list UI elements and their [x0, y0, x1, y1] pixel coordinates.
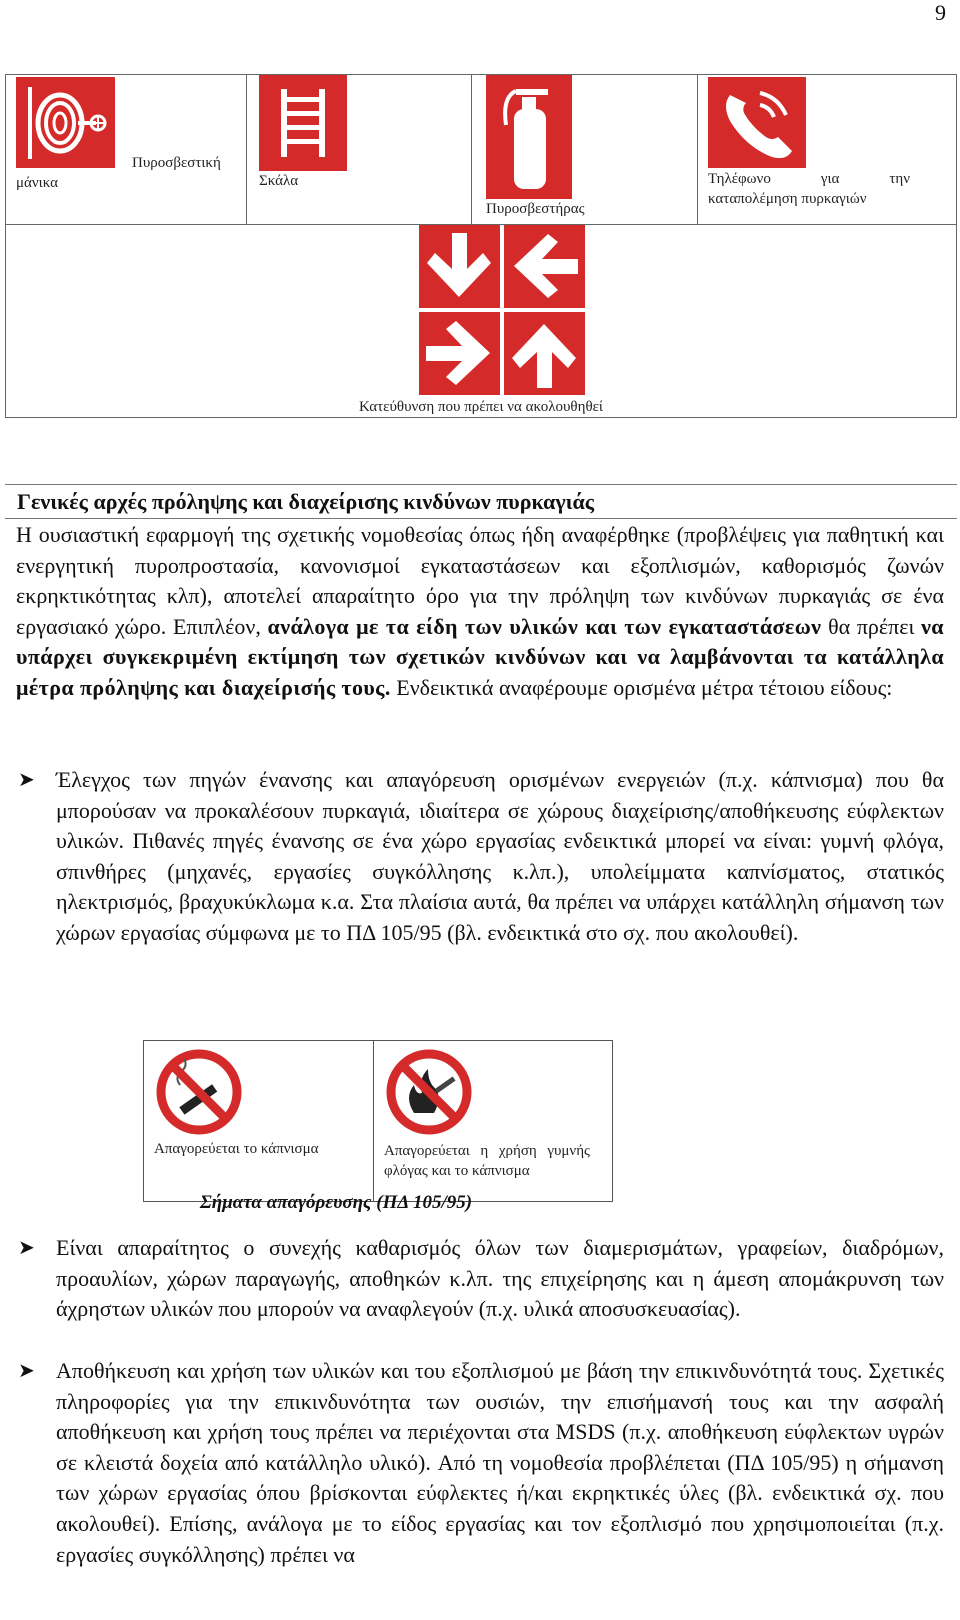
- sign-caption-hose-line1: Πυροσβεστική: [132, 155, 221, 171]
- list-item: [16, 1356, 944, 1570]
- fire-hose-reel-icon: [16, 77, 115, 168]
- arrowhead-bullet-icon: ➤: [18, 1360, 35, 1382]
- arrowhead-bullet-icon: ➤: [18, 1237, 35, 1259]
- sign-caption-extinguisher: Πυροσβεστήρας: [486, 201, 585, 217]
- prohibition-cell-flame: [374, 1041, 612, 1201]
- sign-cell-ladder: [247, 75, 472, 225]
- direction-sign-caption: Κατεύθυνση που πρέπει να ακολουθηθεί: [359, 399, 603, 415]
- prohibition-cell-smoking: [144, 1041, 374, 1201]
- bullet-text: Είναι απαραίτητος ο συνεχής καθαρισμός όλων των διαμερισμάτων, γραφείων, διαδρόμων, προαυλίων, χώρων παραγωγής, αποθηκών κ.λπ. της επιχείρησης και η άμεση απομάκρυνση των άχρηστων υλικών που μπορούν να αναφλεγούν (π.χ. υλικά αποσυσκευασίας).: [56, 1235, 944, 1322]
- arrowhead-bullet-icon: ➤: [18, 769, 35, 791]
- sign-cell-telephone: [698, 75, 956, 225]
- sign-caption-telephone-line1: Τηλέφωνο για την: [708, 171, 910, 187]
- sign-caption-ladder: Σκάλα: [259, 173, 299, 189]
- prohibition-caption-flame: Απαγορεύεται η χρήση γυμνής φλόγας και το κάπνισμα: [384, 1143, 590, 1179]
- arrow-right-icon: [419, 312, 500, 395]
- sign-cell-hose: [6, 75, 247, 225]
- arrow-down-icon: [419, 225, 500, 308]
- sign-cell-extinguisher: [472, 75, 698, 225]
- list-item: [16, 765, 944, 949]
- bullet-text: Έλεγχος των πηγών ένανσης και απαγόρευση ορισμένων ενεργειών (π.χ. κάπνισμα) που θα μπορούσαν να προκαλέσουν πυρκαγιά, ιδιαίτερα σε χώρους διαχείρισης/αποθήκευσης εύφλεκτων υλικών. Πιθανές πηγές ένανσης σε ένα χώρο εργασίας ενδεικτικά μπορεί να είναι: γυμνή φλόγα, σπινθήρες (μηχανές, εργασίες συγκόλλησης κ.λπ.), υπολείμματα καπνίσματος, στατικός ηλεκτρισμός, βραχυκύκλωμα κ.α. Στα πλαίσια αυτά, θα πρέπει να υπάρχει κατάλληλη σήμανση των χώρων εργασίας σύμφωνα με το ΠΔ 105/95 (βλ. ενδεικτικά στο σχ. που ακολουθεί).: [56, 767, 944, 945]
- intro-text-1: Η ουσιαστική εφαρμογή της σχετικής νομοθεσίας όπως ήδη αναφέρθηκε (προβλέψεις για παθητική και ενεργητική πυροπροστασία, κανονισμοί εγκαταστάσεων και εξοπλισμών, καθορισμός ζωνών εκρηκτικότητας κλπ), αποτελεί απαραίτητο όρο για την πρόληψη των κινδύνων πυρκαγιάς σε ένα εργασιακό χώρο. Επιπλέον,: [16, 522, 944, 639]
- section-title: Γενικές αρχές πρόληψης και διαχείρισης κινδύνων πυρκαγιάς: [5, 484, 957, 519]
- page-number: 9: [935, 0, 946, 25]
- arrow-up-icon: [504, 312, 585, 395]
- intro-text-3: Ενδεικτικά αναφέρουμε ορισμένα μέτρα τέτοιου είδους:: [390, 674, 893, 700]
- intro-paragraph: [16, 520, 944, 704]
- prohibition-caption-smoking: Απαγορεύεται το κάπνισμα: [154, 1141, 319, 1157]
- intro-bold-1: ανάλογα με τα είδη των υλικών και των εγκαταστάσεων: [267, 613, 822, 639]
- intro-text-2: θα πρέπει: [821, 613, 922, 639]
- no-open-flame-icon: [384, 1047, 474, 1137]
- list-item: [16, 1233, 944, 1325]
- intro-bold-2: να υπάρχει συγκεκριμένη εκτίμηση των σχετικών κινδύνων και να λαμβάνονται τα κατάλληλα μέτρα πρόληψης και διαχείρισής τους.: [16, 613, 944, 700]
- fire-extinguisher-icon: [486, 75, 572, 199]
- prohibition-sign-table: [143, 1040, 613, 1202]
- prohibition-signs-caption: Σήματα απαγόρευσης (ΠΔ 105/95): [200, 1192, 473, 1213]
- bullet-text: Αποθήκευση και χρήση των υλικών και του εξοπλισμού με βάση την επικινδυνότητά τους. Σχετικές πληροφορίες για την επικινδυνότητα των ουσιών, την επισήμανσή τους και την ασφαλή αποθήκευση και χρήση τους πρέπει να περιέχονται στα MSDS (π.χ. αποθήκευση εύφλεκτων υγρών σε κλειστά δοχεία από κατάλληλο υλικό). Από τη νομοθεσία προβλέπεται (ΠΔ 105/95) η σήμανση των χώρων εργασίας όπου βρίσκονται εύφλεκτες ή/και εκρηκτικές ύλες (βλ. ενδεικτικά σχ. που ακολουθεί). Επίσης, ανάλογα με το είδος εργασίας και τον εξοπλισμό που χρησιμοποιείται (π.χ. εργασίες συγκόλλησης) πρέπει να: [56, 1358, 944, 1567]
- sign-caption-telephone-line2: καταπολέμηση πυρκαγιών: [708, 191, 867, 207]
- no-smoking-icon: [154, 1047, 244, 1137]
- fire-equipment-sign-table: [5, 74, 957, 418]
- sign-caption-hose-line2: μάνικα: [16, 175, 59, 191]
- direction-sign-grid: [419, 225, 585, 395]
- arrow-left-icon: [504, 225, 585, 308]
- ladder-icon: [259, 75, 347, 171]
- sign-row: [6, 75, 956, 225]
- telephone-icon: [708, 77, 806, 168]
